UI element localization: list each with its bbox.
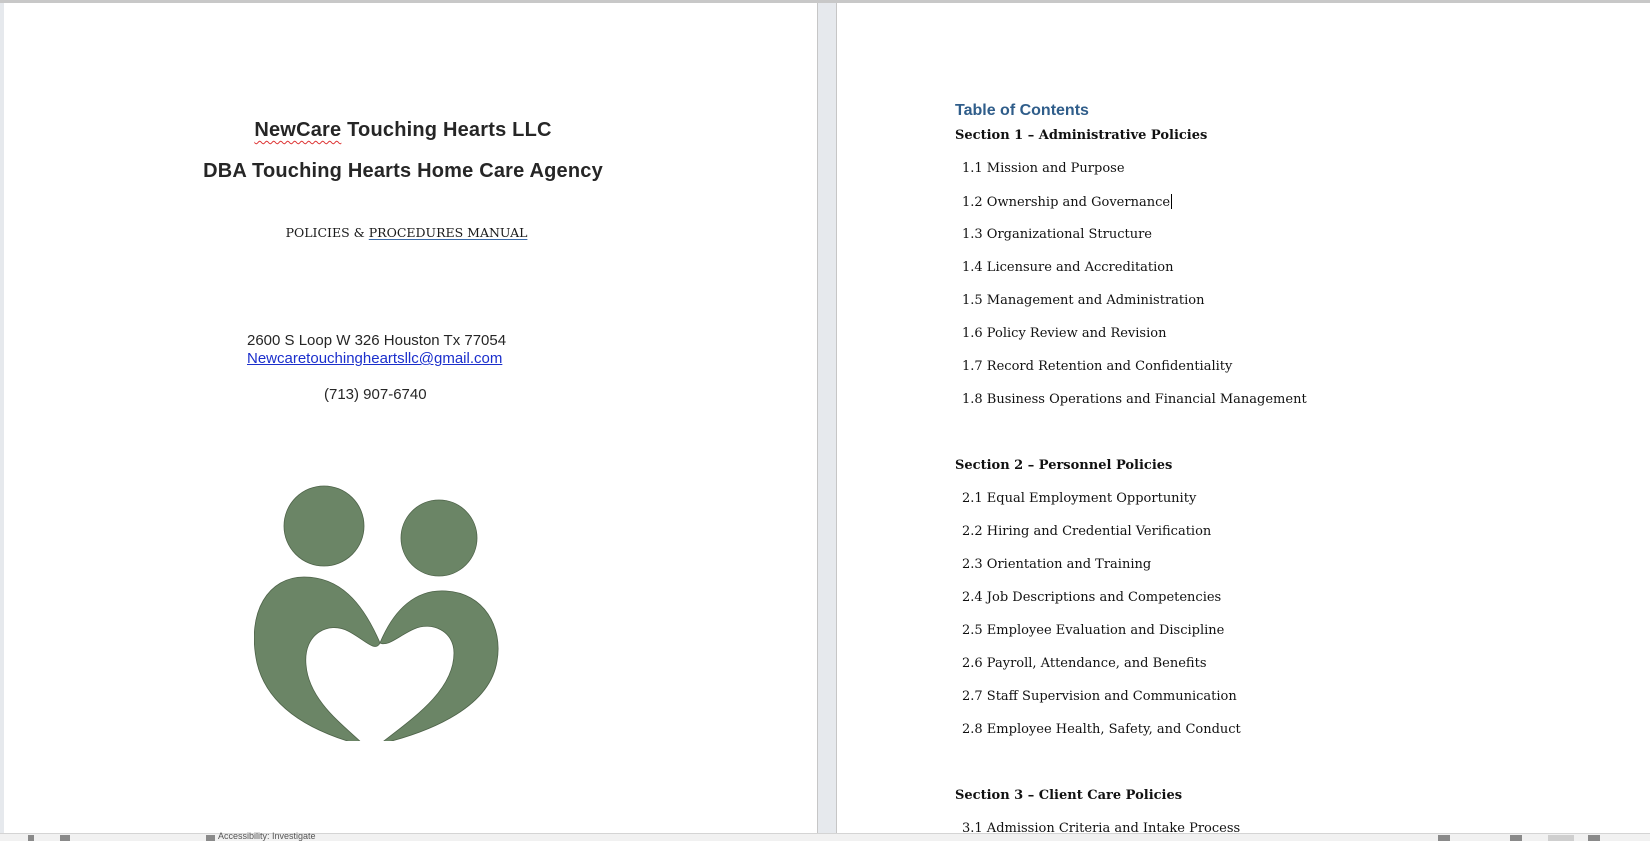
document-page-toc[interactable] (836, 3, 1650, 833)
company-email-link[interactable]: Newcaretouchingheartsllc@gmail.com (247, 350, 503, 367)
logo-heart-left (254, 577, 380, 741)
text-cursor (1171, 194, 1172, 209)
company-name (4, 119, 808, 142)
toc-section-title[interactable]: Section 3 – Client Care Policies (955, 788, 1183, 803)
company-address: 2600 S Loop W 326 Houston Tx 77054 (247, 332, 507, 349)
toc-heading: Table of Contents (955, 102, 1089, 119)
focus-mode-icon[interactable] (1438, 835, 1450, 841)
logo-person-right-head (401, 500, 477, 576)
status-bar (0, 833, 1650, 841)
toc-section-title[interactable]: Section 1 – Administrative Policies (955, 128, 1208, 143)
toc-item[interactable]: 2.1 Equal Employment Opportunity (962, 491, 1197, 506)
logo-person-left-head (284, 486, 364, 566)
toc-item[interactable]: 2.7 Staff Supervision and Communication (962, 689, 1237, 704)
manual-title-underlined: PROCEDURES MANUAL (368, 225, 528, 240)
toc-item[interactable]: 1.5 Management and Administration (962, 293, 1205, 308)
accessibility-status[interactable]: Accessibility: Investigate (218, 832, 316, 841)
toc-item[interactable]: 3.1 Admission Criteria and Intake Process (962, 821, 1241, 833)
read-mode-icon[interactable] (1510, 835, 1522, 841)
web-layout-icon[interactable] (1588, 835, 1600, 841)
toc-section-title[interactable]: Section 2 – Personnel Policies (955, 458, 1173, 473)
manual-title (4, 225, 809, 240)
toc-item[interactable]: 2.6 Payroll, Attendance, and Benefits (962, 656, 1207, 671)
toc-item-label: 1.2 Ownership and Governance (962, 195, 1171, 210)
toc-item[interactable]: 1.3 Organizational Structure (962, 227, 1153, 242)
toc-item[interactable]: 2.4 Job Descriptions and Competencies (962, 590, 1222, 605)
company-phone: (713) 907-6740 (324, 386, 427, 403)
print-layout-icon[interactable] (1548, 835, 1574, 841)
toc-item[interactable]: 1.4 Licensure and Accreditation (962, 260, 1174, 275)
toc-item[interactable]: 1.7 Record Retention and Confidentiality (962, 359, 1233, 374)
toc-item[interactable] (962, 194, 1172, 210)
toc-item[interactable]: 2.5 Employee Evaluation and Discipline (962, 623, 1225, 638)
company-name-rest: Touching Hearts LLC (341, 119, 552, 141)
toc-item[interactable]: 2.8 Employee Health, Safety, and Conduct (962, 722, 1241, 737)
toc-item[interactable]: 1.1 Mission and Purpose (962, 161, 1125, 176)
manual-title-prefix: POLICIES & (285, 225, 369, 240)
toc-item[interactable]: 2.2 Hiring and Credential Verification (962, 524, 1212, 539)
two-people-heart-icon (254, 481, 504, 741)
dba-line: DBA Touching Hearts Home Care Agency (203, 160, 603, 182)
toc-item[interactable]: 1.8 Business Operations and Financial Management (962, 392, 1307, 407)
proofing-icon[interactable] (60, 835, 70, 841)
accessibility-icon[interactable] (206, 835, 215, 841)
toc-item[interactable]: 1.6 Policy Review and Revision (962, 326, 1167, 341)
page-count-icon[interactable] (28, 835, 34, 841)
toc-item[interactable]: 2.3 Orientation and Training (962, 557, 1152, 572)
logo-heart-right (380, 591, 498, 741)
document-page-cover[interactable] (4, 3, 818, 833)
company-brand-word: NewCare (254, 119, 342, 141)
